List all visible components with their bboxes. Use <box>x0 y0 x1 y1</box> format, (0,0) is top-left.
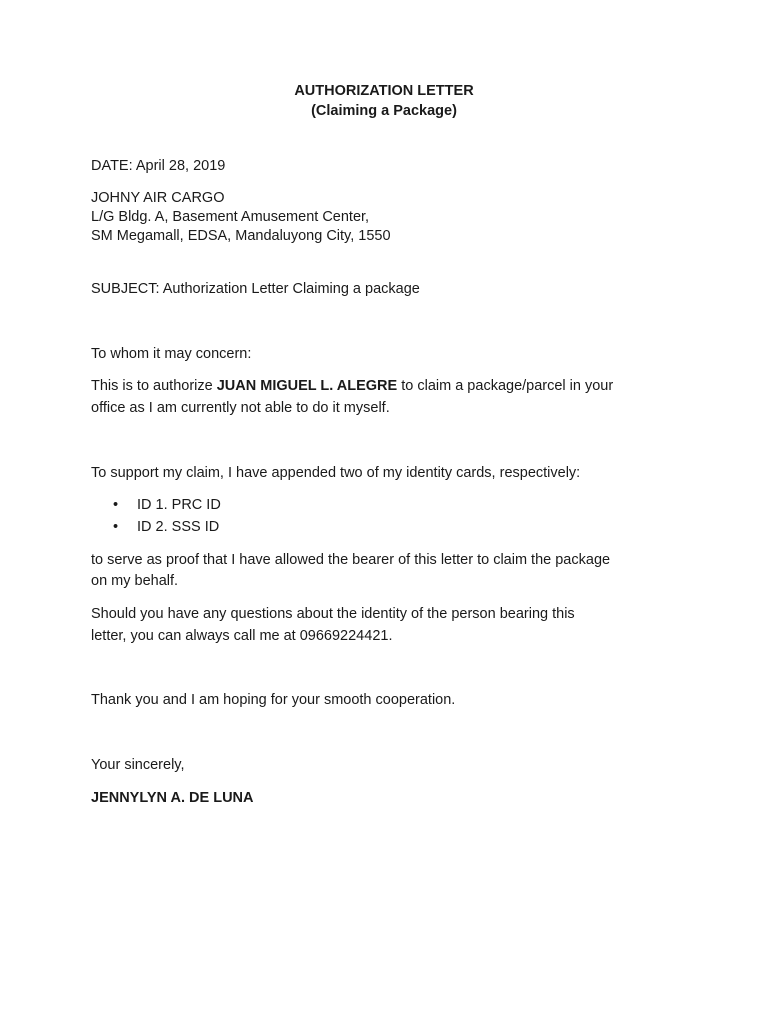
id-item-text: ID 2. SSS ID <box>137 519 220 535</box>
bullet-icon: • <box>113 519 119 535</box>
signatory-name: JENNYLYN A. DE LUNA <box>91 790 254 806</box>
proof-paragraph-line2: on my behalf. <box>91 573 179 589</box>
proof-paragraph-line1: to serve as proof that I have allowed the bearer of this letter to claim the package <box>91 552 611 568</box>
authorization-text-after: to claim a package/parcel in your <box>397 378 614 394</box>
recipient-address-line2: SM Megamall, EDSA, Mandaluyong City, 1550 <box>91 228 391 244</box>
letter-subtitle: (Claiming a Package) <box>311 103 457 119</box>
recipient-address-line1: L/G Bldg. A, Basement Amusement Center, <box>91 209 370 225</box>
questions-paragraph-line2: letter, you can always call me at 09669224421. <box>91 628 393 644</box>
subject-line: SUBJECT: Authorization Letter Claiming a package <box>91 281 420 297</box>
date-line: DATE: April 28, 2019 <box>91 158 226 174</box>
salutation: To whom it may concern: <box>91 346 252 362</box>
authorization-paragraph-line2: office as I am currently not able to do it myself. <box>91 400 390 416</box>
support-intro: To support my claim, I have appended two of my identity cards, respectively: <box>91 465 581 481</box>
authorization-paragraph-line1 <box>91 375 613 397</box>
questions-paragraph-line1: Should you have any questions about the identity of the person bearing this <box>91 606 575 622</box>
id-item-text: ID 1. PRC ID <box>137 497 221 513</box>
letter-title: AUTHORIZATION LETTER <box>294 83 474 99</box>
authorized-person-name: JUAN MIGUEL L. ALEGRE <box>216 378 398 394</box>
recipient-name: JOHNY AIR CARGO <box>91 190 225 206</box>
thanks-line: Thank you and I am hoping for your smooth cooperation. <box>91 692 456 708</box>
closing-line: Your sincerely, <box>91 757 185 773</box>
bullet-icon: • <box>113 497 119 513</box>
authorization-text-before: This is to authorize <box>91 378 217 394</box>
